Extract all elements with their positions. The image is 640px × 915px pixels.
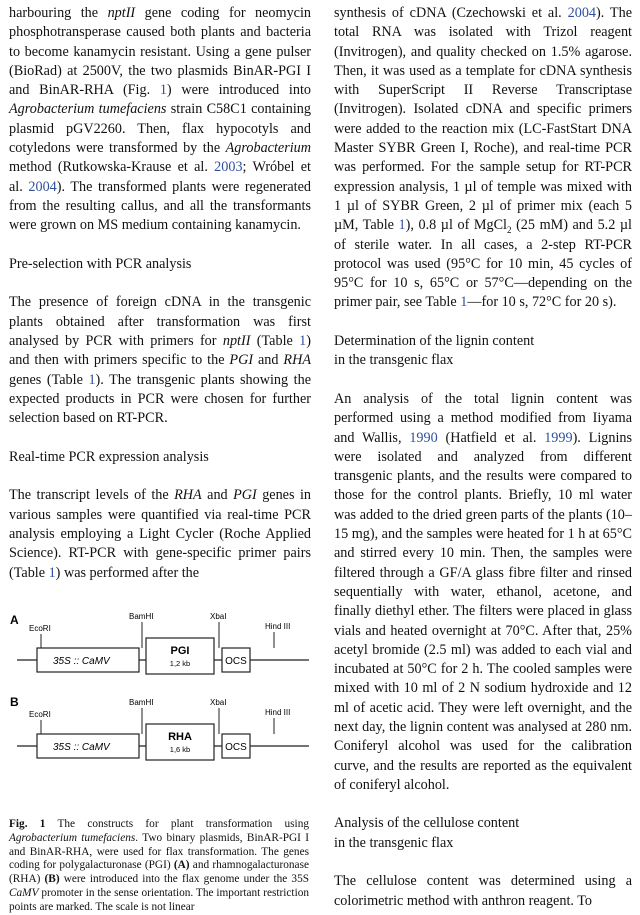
gene-label: RHA: [168, 731, 192, 743]
ecori-site-label: EcoRI: [29, 710, 51, 719]
hindiii-site-label: Hind III: [265, 708, 291, 717]
gene-size-label: 1,6 kb: [169, 745, 191, 754]
section-heading-lignin: Determination of the lignin content in the transgenic flax: [334, 333, 535, 369]
section-heading-realtime-pcr: Real-time PCR expression analysis: [9, 448, 209, 465]
xbai-site-label: XbaI: [210, 612, 227, 621]
figure-citation[interactable]: 1: [159, 82, 167, 99]
construct-a: [10, 612, 309, 674]
bamhi-site-label: BamHI: [129, 612, 154, 621]
construct-letter: B: [10, 695, 19, 709]
reference-citation[interactable]: 1999: [544, 429, 573, 446]
paragraph-transformation: harbouring the nptII gene coding for neomycin phosphotransperase caused both plants and bacteria to become kanamycin resistant. Using a gene pulser (BioRad) at 2500V, the two plasmids BinAR-PGI I and BinAR-RHA (Fig. 1) were introduced into Agrobacterium tumefaciens strain C58C1 containing plasmid pGV2260. Then, flax hypocotyls and cotyledons were transformed by the Agrobacterium method (Rutkowska-Krause et al. 2003; Wróbel et al. 2004). The transformed plants were regenerated from the resulting callus, and all the transformants were grown on MS medium containing kanamycin.: [9, 5, 311, 234]
section-heading-preselection: Pre-selection with PCR analysis: [9, 255, 192, 272]
paragraph-realtime-pcr: The transcript levels of the RHA and PGI genes in various samples were quantified via real-time PCR analysis employing a Light Cycler (Roche Applied Science). RT-PCR with gene-specific primer pairs (Table 1) was performed after the: [9, 487, 311, 581]
construct-letter: A: [10, 613, 19, 627]
table-citation[interactable]: 1: [48, 564, 56, 581]
right-column: [334, 4, 632, 911]
gene-size-label: 1,2 kb: [169, 659, 191, 668]
paragraph-cellulose: The cellulose content was determined using a colorimetric method with anthron reagent. To: [334, 873, 632, 909]
terminator-label: OCS: [225, 742, 247, 753]
promoter-label: 35S :: CaMV: [53, 742, 110, 753]
ecori-site-label: EcoRI: [29, 624, 51, 633]
paragraph-preselection: The presence of foreign cDNA in the transgenic plants obtained after transformation was first analysed by PCR with primers for nptII (Table 1) and then with primers specific to the PGI and RHA genes (Table 1). The transgenic plants showing the expected products in PCR were chosen for further selection based on RT-PCR.: [9, 294, 311, 427]
hindiii-site-label: Hind III: [265, 622, 291, 631]
table-citation[interactable]: 1: [398, 217, 406, 234]
reference-citation[interactable]: 2004: [567, 5, 597, 21]
left-column: [9, 4, 311, 583]
paragraph-lignin: An analysis of the total lignin content was performed using a method modified from Iiyama and Wallis, 1990 (Hatfield et al. 1999). Lignins were isolated and analyzed from different transgenic plants, and the results were compared to those for the control plants. Briefly, 10 ml water was added to the dried green parts of the plants (10–15 mg), and the samples were heated for 1 h at 65°C and stirred every 10 min. Then, the samples were filtered through a GF/A glass fibre filter and rinsed sequentially with water, ethanol, acetone, and finally diethyl ether. The filters were placed in glass vials and heated overnight at 70°C. After that, 25% acetyl bromide (2.5 ml) was added to each vial and incubated at 50°C for 2 h. The cooled samples were mixed with 10 ml of 2 N sodium hydroxide and 12 ml of acetic acid. They were left overnight, and the next day, the lignin content was analysed at 280 nm. Coniferyl alcohol was used for the calibration curve, and the results are reported as the equivalent of coniferyl alcohol.: [334, 390, 633, 793]
construct-b: [10, 695, 309, 760]
reference-citation[interactable]: 2003: [214, 159, 243, 176]
gene-label: PGI: [170, 645, 190, 657]
table-citation[interactable]: 1: [88, 371, 96, 388]
figure-constructs: [9, 610, 311, 815]
table-citation[interactable]: 1: [460, 294, 468, 311]
terminator-label: OCS: [225, 656, 247, 667]
section-heading-cellulose: Analysis of the cellulose content in the transgenic flax: [334, 815, 520, 851]
bamhi-site-label: BamHI: [129, 698, 154, 707]
figure-label: Fig. 1: [9, 818, 46, 830]
paragraph-cdna-synthesis: synthesis of cDNA (Czechowski et al. 2004). The total RNA was isolated with Trizol reagent (Invitrogen), and quality checked on 1.5% agarose. Then, it was used as a template for cDNA synthesis with SuperScript II Reverse Transcriptase (Invitrogen). Isolated cDNA and specific primers were added to the reaction mix (LC-FastStart DNA Master SYBR Green I, Roche), and real-time PCR was performed. For the sample setup for RT-PCR expression analysis, 1 µl of temple was mixed with 1 µl of SYBR Green, 2 µl of primer mix (each 5 µM, Table 1), 0.8 µl of MgCl$_2$ (25 mM) and 5.2 µl of sterile water. In all cases, a 2-step RT-PCR protocol was used (95°C for 10 min, 45 cycles of 95°C for 10 s, 65°C or 57°C—depending on the primer pair, see Table 1—for 10 s, 72°C for 20 s).: [334, 5, 632, 311]
reference-citation[interactable]: 2004: [28, 178, 57, 195]
reference-citation[interactable]: 1990: [409, 429, 438, 446]
construct-diagram: [9, 610, 311, 815]
xbai-site-label: XbaI: [210, 698, 227, 707]
figure-caption: Fig. 1 The constructs for plant transformation using Agrobacterium tumefaciens. Two binary plasmids, BinAR-PGI I and BinAR-RHA, were used for flax transformation. The genes coding for polygalacturonase (PGI) (A) and rhamnogalacturonase (RHA) (B) were introduced into the flax genome under the 35S CaMV promoter in the sense orientation. The important restriction points are marked. The scale is not linear: [9, 818, 309, 913]
table-citation[interactable]: 1: [299, 333, 307, 350]
promoter-label: 35S :: CaMV: [53, 656, 110, 667]
